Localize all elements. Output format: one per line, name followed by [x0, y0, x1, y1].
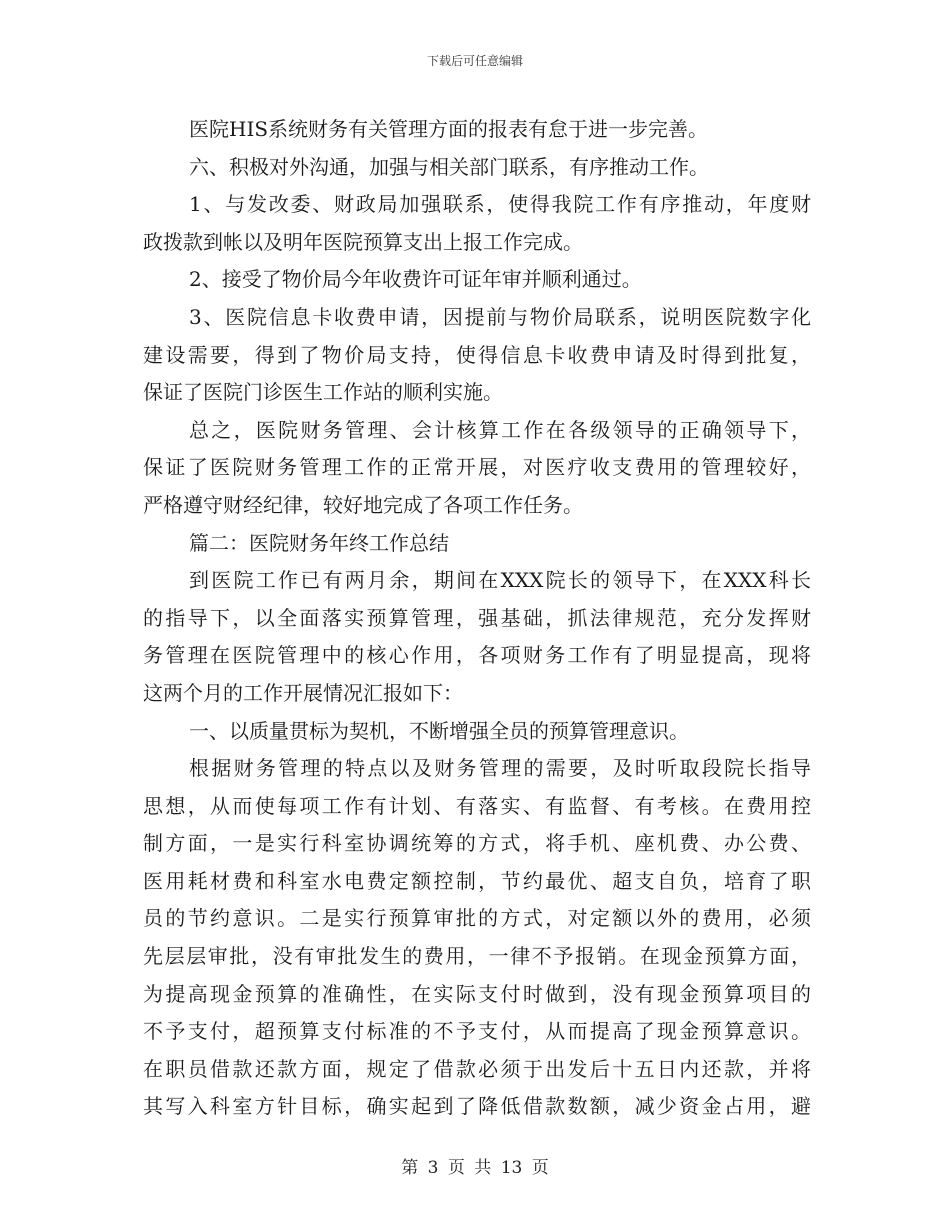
text-line: 2、接受了物价局今年收费许可证年审并顺利通过。 [189, 267, 642, 292]
text-line: 思想，从而使每项工作有计划、有落实、有监督、有考核。在费用控 [143, 793, 811, 818]
text-line: 保证了医院财务管理工作的正常开展，对医疗收支费用的管理较好， [143, 455, 811, 480]
text-line: 严格遵守财经纪律，较好地完成了各项工作任务。 [143, 492, 583, 517]
text-line: 制方面，一是实行科室协调统筹的方式，将手机、座机费、办公费、 [143, 831, 811, 856]
text-line: 为提高现金预算的准确性，在实际支付时做到，没有现金预算项目的 [143, 981, 811, 1006]
document-body [143, 111, 811, 1126]
text-line: 保证了医院门诊医生工作站的顺利实施。 [143, 380, 503, 405]
text-line: 根据财务管理的特点以及财务管理的需要，及时听取段院长指导 [189, 756, 811, 781]
text-line: 在职员借款还款方面，规定了借款必须于出发后十五日内还款，并将 [143, 1056, 811, 1081]
text-line: 的指导下，以全面落实预算管理，强基础，抓法律规范，充分发挥财 [143, 605, 811, 630]
text-line: 先层层审批，没有审批发生的费用，一律不予报销。在现金预算方面， [143, 944, 811, 969]
text-line: 到医院工作已有两月余，期间在XXX院长的领导下，在XXX科长 [189, 568, 811, 593]
text-line: 其写入科室方针目标，确实起到了降低借款数额，减少资金占用，避 [143, 1094, 811, 1119]
text-line: 1、与发改委、财政局加强联系，使得我院工作有序推动，年度财 [189, 192, 811, 217]
text-line: 六、积极对外沟通，加强与相关部门联系，有序推动工作。 [189, 154, 709, 179]
text-line: 总之，医院财务管理、会计核算工作在各级领导的正确领导下， [189, 417, 811, 442]
text-line: 务管理在医院管理中的核心作用，各项财务工作有了明显提高，现将 [143, 643, 811, 668]
text-line: 员的节约意识。二是实行预算审批的方式，对定额以外的费用，必须 [143, 906, 811, 931]
text-line: 政拨款到帐以及明年医院预算支出上报工作完成。 [143, 229, 583, 254]
text-line: 一、以质量贯标为契机，不断增强全员的预算管理意识。 [189, 718, 689, 743]
text-line: 这两个月的工作开展情况汇报如下： [143, 680, 463, 705]
text-line: 医用耗材费和科室水电费定额控制，节约最优、超支自负，培育了职 [143, 868, 811, 893]
page-header: 下载后可任意编辑 [426, 54, 523, 68]
text-line: 3、医院信息卡收费申请，因提前与物价局联系，说明医院数字化 [189, 304, 811, 329]
text-line: 不予支付，超预算支付标准的不予支付，从而提高了现金预算意识。 [143, 1019, 811, 1044]
text-line: 医院HIS系统财务有关管理方面的报表有怠于进一步完善。 [189, 117, 709, 141]
text-line: 篇二：医院财务年终工作总结 [189, 530, 449, 555]
text-line: 建设需要，得到了物价局支持，使得信息卡收费申请及时得到批复， [143, 342, 811, 367]
page-number-footer: 第 3 页 共 13 页 [401, 1158, 549, 1178]
